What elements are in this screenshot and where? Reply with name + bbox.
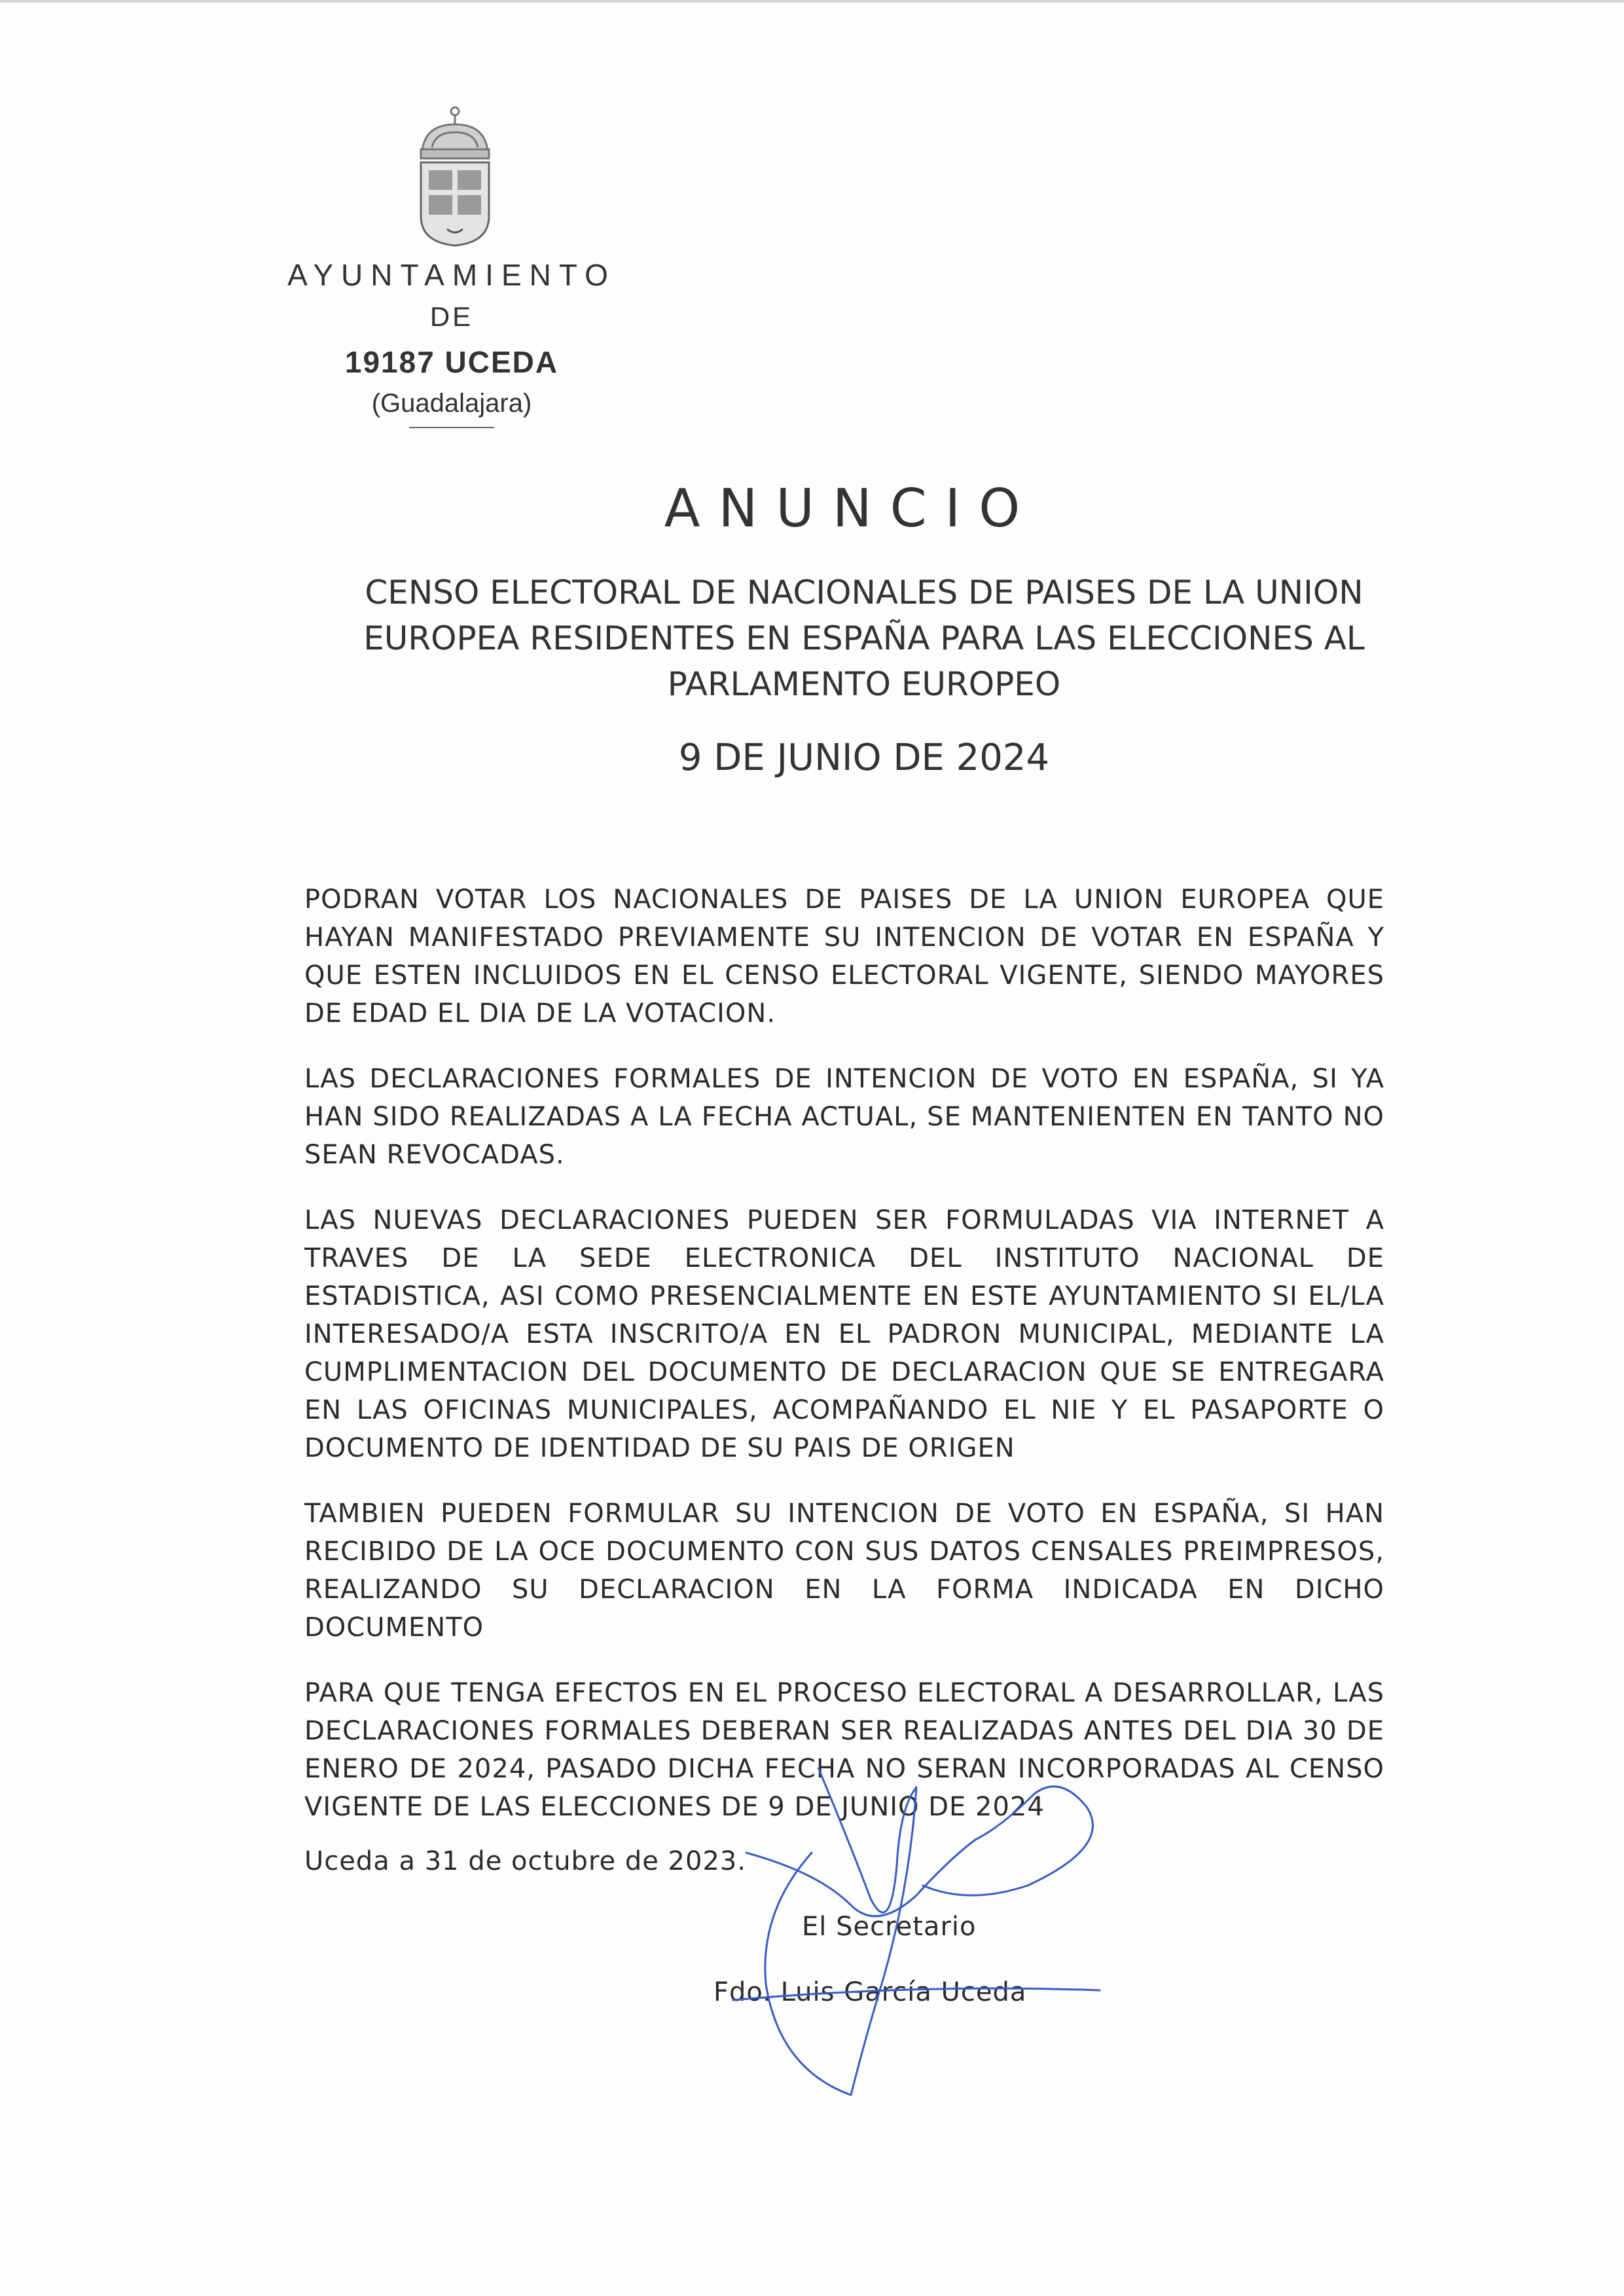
header-line-4: (Guadalajara) — [371, 389, 532, 418]
announcement-body — [304, 881, 1384, 1853]
header-line-1: AYUNTAMIENTO — [287, 258, 616, 292]
scan-edge — [0, 0, 1624, 3]
header-line-3: 19187 UCEDA — [344, 345, 559, 379]
place-and-date: Uceda a 31 de octubre de 2023. — [304, 1846, 747, 1876]
signer-role: El Secretario — [802, 1912, 977, 1942]
election-date: 9 DE JUNIO DE 2024 — [678, 737, 1050, 779]
coat-of-arms-icon — [409, 105, 501, 249]
paragraph: LAS DECLARACIONES FORMALES DE INTENCION DE VOTO EN ESPAÑA, SI YA HAN SIDO REALIZADAS A LA FECHA ACTUAL, SE MANTENIENTEN EN TANTO NO SEAN REVOCADAS. — [304, 1064, 1384, 1170]
header-underline — [409, 427, 494, 428]
document-subtitle: CENSO ELECTORAL DE NACIONALES DE PAISES DE LA UNION EUROPEA RESIDENTES EN ESPAÑA PARA LAS ELECCIONES AL PARLAMENTO EUROPEO — [363, 574, 1365, 703]
paragraph: PARA QUE TENGA EFECTOS EN EL PROCESO ELECTORAL A DESARROLLAR, LAS DECLARACIONES FORMALES DEBERAN SER REALIZADAS ANTES DEL DIA 30 DE ENERO DE 2024, PASADO DICHA FECHA NO SERAN INCORPORADAS AL CENSO VIGENTE DE LAS ELECCIONES DE 9 DE JUNIO DE 2024 — [304, 1678, 1384, 1822]
document-title: ANUNCIO — [664, 478, 1039, 539]
signer-name: Fdo. Luis García Uceda — [713, 1977, 1027, 2007]
paragraph: TAMBIEN PUEDEN FORMULAR SU INTENCION DE VOTO EN ESPAÑA, SI HAN RECIBIDO DE LA OCE DOCUMENTO CON SUS DATOS CENSALES PREIMPRESOS, REALIZANDO SU DECLARACION EN LA FORMA INDICADA EN DICHO DOCUMENTO — [304, 1499, 1384, 1643]
header-line-2: DE — [429, 301, 474, 332]
municipality-header — [249, 255, 655, 428]
paragraph: PODRAN VOTAR LOS NACIONALES DE PAISES DE LA UNION EUROPEA QUE HAYAN MANIFESTADO PREVIAMENTE SU INTENCION DE VOTAR EN ESPAÑA Y QUE ESTEN INCLUIDOS EN EL CENSO ELECTORAL VIGENTE, SIENDO MAYORES DE EDAD EL DIA DE LA VOTACION. — [304, 884, 1384, 1029]
paragraph: LAS NUEVAS DECLARACIONES PUEDEN SER FORMULADAS VIA INTERNET A TRAVES DE LA SEDE ELECTRONICA DEL INSTITUTO NACIONAL DE ESTADISTICA, ASI COMO PRESENCIALMENTE EN ESTE AYUNTAMIENTO SI EL/LA INTERESADO/A ESTA INSCRITO/A EN EL PADRON MUNICIPAL, MEDIANTE LA CUMPLIMENTACION DEL DOCUMENTO DE DECLARACION QUE SE ENTREGARA EN LAS OFICINAS MUNICIPALES, ACOMPAÑANDO EL NIE Y EL PASAPORTE O DOCUMENTO DE IDENTIDAD DE SU PAIS DE ORIGEN — [304, 1205, 1384, 1463]
